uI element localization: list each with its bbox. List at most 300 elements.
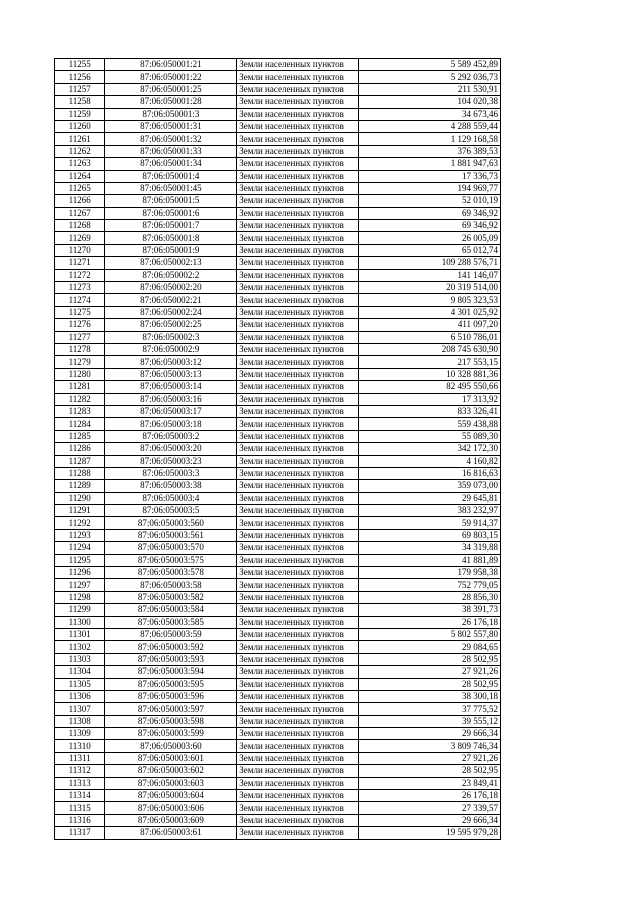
row-number: 11263 bbox=[55, 158, 105, 170]
table-body bbox=[55, 59, 501, 840]
land-category: Земли населенных пунктов bbox=[237, 467, 359, 479]
land-category: Земли населенных пунктов bbox=[237, 480, 359, 492]
cadastral-value: 1 881 947,63 bbox=[358, 158, 500, 170]
row-number: 11281 bbox=[55, 381, 105, 393]
land-category: Земли населенных пунктов bbox=[237, 343, 359, 355]
table-row bbox=[55, 480, 501, 492]
land-category: Земли населенных пунктов bbox=[237, 133, 359, 145]
land-category: Земли населенных пунктов bbox=[237, 418, 359, 430]
row-number: 11280 bbox=[55, 368, 105, 380]
land-category: Земли населенных пунктов bbox=[237, 269, 359, 281]
land-category: Земли населенных пунктов bbox=[237, 393, 359, 405]
cadastral-value: 29 645,81 bbox=[358, 492, 500, 504]
land-category: Земли населенных пунктов bbox=[237, 604, 359, 616]
cadastral-value: 5 292 036,73 bbox=[358, 71, 500, 83]
cadastral-value: 411 097,20 bbox=[358, 319, 500, 331]
cadastral-value: 27 921,26 bbox=[358, 666, 500, 678]
cadastral-value: 752 779,05 bbox=[358, 579, 500, 591]
land-category: Земли населенных пунктов bbox=[237, 616, 359, 628]
table-row bbox=[55, 232, 501, 244]
land-category: Земли населенных пунктов bbox=[237, 294, 359, 306]
land-category: Земли населенных пунктов bbox=[237, 505, 359, 517]
cadastral-number: 87:06:050003:602 bbox=[105, 765, 237, 777]
table-row bbox=[55, 443, 501, 455]
table-row bbox=[55, 728, 501, 740]
cadastral-value: 69 803,15 bbox=[358, 529, 500, 541]
cadastral-number: 87:06:050002:24 bbox=[105, 306, 237, 318]
row-number: 11315 bbox=[55, 802, 105, 814]
table-row bbox=[55, 814, 501, 826]
cadastral-value: 23 849,41 bbox=[358, 777, 500, 789]
cadastral-number: 87:06:050001:22 bbox=[105, 71, 237, 83]
land-category: Земли населенных пунктов bbox=[237, 306, 359, 318]
row-number: 11258 bbox=[55, 96, 105, 108]
table-row bbox=[55, 59, 501, 71]
cadastral-value: 141 146,07 bbox=[358, 269, 500, 281]
row-number: 11288 bbox=[55, 467, 105, 479]
cadastral-number: 87:06:050001:5 bbox=[105, 195, 237, 207]
table-row bbox=[55, 195, 501, 207]
row-number: 11312 bbox=[55, 765, 105, 777]
row-number: 11273 bbox=[55, 282, 105, 294]
cadastral-number: 87:06:050003:603 bbox=[105, 777, 237, 789]
cadastral-value: 37 775,52 bbox=[358, 703, 500, 715]
table-row bbox=[55, 554, 501, 566]
row-number: 11313 bbox=[55, 777, 105, 789]
cadastral-value: 833 326,41 bbox=[358, 405, 500, 417]
cadastral-number: 87:06:050003:592 bbox=[105, 641, 237, 653]
table-row bbox=[55, 96, 501, 108]
cadastral-number: 87:06:050003:595 bbox=[105, 678, 237, 690]
row-number: 11284 bbox=[55, 418, 105, 430]
cadastral-value: 211 530,91 bbox=[358, 83, 500, 95]
cadastral-number: 87:06:050001:21 bbox=[105, 59, 237, 71]
cadastral-value: 559 438,88 bbox=[358, 418, 500, 430]
cadastral-value: 217 553,15 bbox=[358, 356, 500, 368]
table-row bbox=[55, 517, 501, 529]
cadastral-number: 87:06:050003:578 bbox=[105, 567, 237, 579]
cadastral-value: 20 319 514,00 bbox=[358, 282, 500, 294]
row-number: 11275 bbox=[55, 306, 105, 318]
table-row bbox=[55, 269, 501, 281]
cadastral-number: 87:06:050003:598 bbox=[105, 715, 237, 727]
cadastral-number: 87:06:050001:7 bbox=[105, 220, 237, 232]
cadastral-number: 87:06:050003:18 bbox=[105, 418, 237, 430]
cadastral-value: 26 176,18 bbox=[358, 616, 500, 628]
row-number: 11266 bbox=[55, 195, 105, 207]
cadastral-value: 39 555,12 bbox=[358, 715, 500, 727]
row-number: 11299 bbox=[55, 604, 105, 616]
table-row bbox=[55, 690, 501, 702]
cadastral-number: 87:06:050003:58 bbox=[105, 579, 237, 591]
land-category: Земли населенных пунктов bbox=[237, 120, 359, 132]
cadastral-value: 38 300,18 bbox=[358, 690, 500, 702]
cadastral-value: 28 856,30 bbox=[358, 591, 500, 603]
row-number: 11287 bbox=[55, 455, 105, 467]
row-number: 11308 bbox=[55, 715, 105, 727]
cadastral-value: 383 232,97 bbox=[358, 505, 500, 517]
row-number: 11304 bbox=[55, 666, 105, 678]
table-row bbox=[55, 381, 501, 393]
cadastral-value: 17 313,92 bbox=[358, 393, 500, 405]
table-row bbox=[55, 71, 501, 83]
cadastral-value: 208 745 630,90 bbox=[358, 343, 500, 355]
land-category: Земли населенных пунктов bbox=[237, 232, 359, 244]
row-number: 11255 bbox=[55, 59, 105, 71]
table-row bbox=[55, 257, 501, 269]
row-number: 11310 bbox=[55, 740, 105, 752]
cadastral-value: 65 012,74 bbox=[358, 244, 500, 256]
land-category: Земли населенных пунктов bbox=[237, 356, 359, 368]
cadastral-value: 4 301 025,92 bbox=[358, 306, 500, 318]
land-category: Земли населенных пунктов bbox=[237, 529, 359, 541]
land-category: Земли населенных пунктов bbox=[237, 158, 359, 170]
table-row bbox=[55, 529, 501, 541]
land-category: Земли населенных пунктов bbox=[237, 641, 359, 653]
cadastral-number: 87:06:050002:21 bbox=[105, 294, 237, 306]
table-row bbox=[55, 678, 501, 690]
land-category: Земли населенных пунктов bbox=[237, 678, 359, 690]
land-category: Земли населенных пунктов bbox=[237, 381, 359, 393]
cadastral-number: 87:06:050001:45 bbox=[105, 182, 237, 194]
cadastral-number: 87:06:050003:17 bbox=[105, 405, 237, 417]
row-number: 11296 bbox=[55, 567, 105, 579]
table-row bbox=[55, 616, 501, 628]
table-row bbox=[55, 170, 501, 182]
cadastral-number: 87:06:050001:4 bbox=[105, 170, 237, 182]
table-row bbox=[55, 158, 501, 170]
land-category: Земли населенных пунктов bbox=[237, 108, 359, 120]
cadastral-value: 27 339,57 bbox=[358, 802, 500, 814]
row-number: 11311 bbox=[55, 752, 105, 764]
cadastral-number: 87:06:050003:20 bbox=[105, 443, 237, 455]
row-number: 11265 bbox=[55, 182, 105, 194]
cadastral-number: 87:06:050003:597 bbox=[105, 703, 237, 715]
land-category: Земли населенных пунктов bbox=[237, 83, 359, 95]
table-row bbox=[55, 505, 501, 517]
cadastral-number: 87:06:050003:585 bbox=[105, 616, 237, 628]
cadastral-number: 87:06:050003:570 bbox=[105, 542, 237, 554]
cadastral-number: 87:06:050003:560 bbox=[105, 517, 237, 529]
row-number: 11305 bbox=[55, 678, 105, 690]
land-category: Земли населенных пунктов bbox=[237, 715, 359, 727]
cadastral-number: 87:06:050001:8 bbox=[105, 232, 237, 244]
table-row bbox=[55, 368, 501, 380]
table-row bbox=[55, 343, 501, 355]
cadastral-number: 87:06:050003:14 bbox=[105, 381, 237, 393]
land-category: Земли населенных пунктов bbox=[237, 827, 359, 839]
cadastral-number: 87:06:050001:28 bbox=[105, 96, 237, 108]
table-row bbox=[55, 282, 501, 294]
row-number: 11300 bbox=[55, 616, 105, 628]
table-row bbox=[55, 455, 501, 467]
cadastral-value: 19 595 979,28 bbox=[358, 827, 500, 839]
cadastral-number: 87:06:050003:584 bbox=[105, 604, 237, 616]
table-row bbox=[55, 182, 501, 194]
cadastral-value: 29 666,34 bbox=[358, 728, 500, 740]
land-category: Земли населенных пунктов bbox=[237, 740, 359, 752]
land-category: Земли населенных пунктов bbox=[237, 207, 359, 219]
row-number: 11262 bbox=[55, 145, 105, 157]
land-category: Земли населенных пунктов bbox=[237, 257, 359, 269]
cadastral-value: 179 958,38 bbox=[358, 567, 500, 579]
land-category: Земли населенных пунктов bbox=[237, 666, 359, 678]
table-row bbox=[55, 641, 501, 653]
row-number: 11298 bbox=[55, 591, 105, 603]
cadastral-number: 87:06:050003:575 bbox=[105, 554, 237, 566]
cadastral-value: 16 816,63 bbox=[358, 467, 500, 479]
row-number: 11268 bbox=[55, 220, 105, 232]
cadastral-number: 87:06:050001:31 bbox=[105, 120, 237, 132]
cadastral-value: 69 346,92 bbox=[358, 207, 500, 219]
cadastral-value: 104 020,38 bbox=[358, 96, 500, 108]
row-number: 11302 bbox=[55, 641, 105, 653]
land-category: Земли населенных пунктов bbox=[237, 492, 359, 504]
cadastral-number: 87:06:050003:604 bbox=[105, 790, 237, 802]
cadastral-value: 41 881,89 bbox=[358, 554, 500, 566]
table-row bbox=[55, 703, 501, 715]
row-number: 11270 bbox=[55, 244, 105, 256]
cadastral-value: 4 288 559,44 bbox=[358, 120, 500, 132]
cadastral-number: 87:06:050002:2 bbox=[105, 269, 237, 281]
row-number: 11283 bbox=[55, 405, 105, 417]
cadastral-number: 87:06:050002:20 bbox=[105, 282, 237, 294]
cadastral-value: 17 336,73 bbox=[358, 170, 500, 182]
row-number: 11307 bbox=[55, 703, 105, 715]
land-category: Земли населенных пунктов bbox=[237, 182, 359, 194]
cadastral-value: 6 510 786,01 bbox=[358, 331, 500, 343]
cadastral-number: 87:06:050003:12 bbox=[105, 356, 237, 368]
row-number: 11278 bbox=[55, 343, 105, 355]
land-category: Земли населенных пунктов bbox=[237, 765, 359, 777]
land-category: Земли населенных пунктов bbox=[237, 752, 359, 764]
cadastral-value: 194 969,77 bbox=[358, 182, 500, 194]
cadastral-number: 87:06:050003:601 bbox=[105, 752, 237, 764]
row-number: 11257 bbox=[55, 83, 105, 95]
cadastral-value: 28 502,95 bbox=[358, 765, 500, 777]
row-number: 11256 bbox=[55, 71, 105, 83]
table-row bbox=[55, 827, 501, 839]
land-category: Земли населенных пунктов bbox=[237, 443, 359, 455]
row-number: 11272 bbox=[55, 269, 105, 281]
cadastral-value: 4 160,82 bbox=[358, 455, 500, 467]
cadastral-number: 87:06:050002:3 bbox=[105, 331, 237, 343]
row-number: 11297 bbox=[55, 579, 105, 591]
row-number: 11316 bbox=[55, 814, 105, 826]
cadastral-number: 87:06:050003:61 bbox=[105, 827, 237, 839]
cadastral-value: 5 802 557,80 bbox=[358, 628, 500, 640]
cadastral-number: 87:06:050003:23 bbox=[105, 455, 237, 467]
table-row bbox=[55, 715, 501, 727]
table-row bbox=[55, 356, 501, 368]
cadastral-value: 10 328 881,36 bbox=[358, 368, 500, 380]
row-number: 11309 bbox=[55, 728, 105, 740]
row-number: 11314 bbox=[55, 790, 105, 802]
row-number: 11277 bbox=[55, 331, 105, 343]
row-number: 11259 bbox=[55, 108, 105, 120]
land-category: Земли населенных пунктов bbox=[237, 71, 359, 83]
row-number: 11289 bbox=[55, 480, 105, 492]
table-row bbox=[55, 319, 501, 331]
cadastral-value: 26 005,09 bbox=[358, 232, 500, 244]
land-category: Земли населенных пунктов bbox=[237, 814, 359, 826]
land-category: Земли населенных пунктов bbox=[237, 430, 359, 442]
cadastral-number: 87:06:050003:60 bbox=[105, 740, 237, 752]
cadastral-number: 87:06:050003:59 bbox=[105, 628, 237, 640]
cadastral-value: 55 089,30 bbox=[358, 430, 500, 442]
land-category: Земли населенных пунктов bbox=[237, 331, 359, 343]
table-row bbox=[55, 591, 501, 603]
table-row bbox=[55, 666, 501, 678]
row-number: 11295 bbox=[55, 554, 105, 566]
table-row bbox=[55, 145, 501, 157]
land-category: Земли населенных пунктов bbox=[237, 145, 359, 157]
table-row bbox=[55, 393, 501, 405]
cadastral-number: 87:06:050003:593 bbox=[105, 653, 237, 665]
row-number: 11286 bbox=[55, 443, 105, 455]
table-row bbox=[55, 802, 501, 814]
row-number: 11279 bbox=[55, 356, 105, 368]
row-number: 11264 bbox=[55, 170, 105, 182]
cadastral-number: 87:06:050001:3 bbox=[105, 108, 237, 120]
table-row bbox=[55, 653, 501, 665]
cadastral-value: 69 346,92 bbox=[358, 220, 500, 232]
cadastral-number: 87:06:050002:13 bbox=[105, 257, 237, 269]
cadastral-value: 359 073,00 bbox=[358, 480, 500, 492]
cadastral-value: 38 391,73 bbox=[358, 604, 500, 616]
table-row bbox=[55, 306, 501, 318]
cadastral-number: 87:06:050001:32 bbox=[105, 133, 237, 145]
land-category: Земли населенных пунктов bbox=[237, 690, 359, 702]
cadastral-number: 87:06:050003:4 bbox=[105, 492, 237, 504]
land-category: Земли населенных пунктов bbox=[237, 579, 359, 591]
land-category: Земли населенных пунктов bbox=[237, 567, 359, 579]
land-category: Земли населенных пунктов bbox=[237, 59, 359, 71]
table-row bbox=[55, 790, 501, 802]
cadastral-value-table bbox=[54, 58, 501, 840]
cadastral-number: 87:06:050001:34 bbox=[105, 158, 237, 170]
land-category: Земли населенных пунктов bbox=[237, 628, 359, 640]
table-row bbox=[55, 220, 501, 232]
land-category: Земли населенных пунктов bbox=[237, 220, 359, 232]
land-category: Земли населенных пунктов bbox=[237, 703, 359, 715]
cadastral-value: 3 809 746,34 bbox=[358, 740, 500, 752]
table-row bbox=[55, 331, 501, 343]
cadastral-number: 87:06:050003:599 bbox=[105, 728, 237, 740]
table-row bbox=[55, 542, 501, 554]
cadastral-number: 87:06:050001:6 bbox=[105, 207, 237, 219]
land-category: Земли населенных пунктов bbox=[237, 777, 359, 789]
land-category: Земли населенных пунктов bbox=[237, 319, 359, 331]
row-number: 11271 bbox=[55, 257, 105, 269]
row-number: 11317 bbox=[55, 827, 105, 839]
row-number: 11306 bbox=[55, 690, 105, 702]
cadastral-value: 26 176,18 bbox=[358, 790, 500, 802]
cadastral-value: 52 010,19 bbox=[358, 195, 500, 207]
row-number: 11274 bbox=[55, 294, 105, 306]
cadastral-value: 82 495 550,66 bbox=[358, 381, 500, 393]
table-row bbox=[55, 765, 501, 777]
cadastral-number: 87:06:050003:16 bbox=[105, 393, 237, 405]
table-row bbox=[55, 492, 501, 504]
land-category: Земли населенных пунктов bbox=[237, 455, 359, 467]
table-row bbox=[55, 567, 501, 579]
land-category: Земли населенных пунктов bbox=[237, 517, 359, 529]
row-number: 11290 bbox=[55, 492, 105, 504]
cadastral-number: 87:06:050003:582 bbox=[105, 591, 237, 603]
table-row bbox=[55, 133, 501, 145]
row-number: 11261 bbox=[55, 133, 105, 145]
cadastral-number: 87:06:050003:2 bbox=[105, 430, 237, 442]
table-row bbox=[55, 418, 501, 430]
table-row bbox=[55, 207, 501, 219]
row-number: 11267 bbox=[55, 207, 105, 219]
row-number: 11303 bbox=[55, 653, 105, 665]
cadastral-value: 28 502,95 bbox=[358, 678, 500, 690]
row-number: 11260 bbox=[55, 120, 105, 132]
table-row bbox=[55, 405, 501, 417]
land-category: Земли населенных пунктов bbox=[237, 96, 359, 108]
cadastral-value: 29 084,65 bbox=[358, 641, 500, 653]
cadastral-value: 109 288 576,71 bbox=[358, 257, 500, 269]
land-category: Земли населенных пунктов bbox=[237, 244, 359, 256]
cadastral-value: 27 921,26 bbox=[358, 752, 500, 764]
cadastral-number: 87:06:050003:13 bbox=[105, 368, 237, 380]
table-row bbox=[55, 579, 501, 591]
table-row bbox=[55, 777, 501, 789]
cadastral-number: 87:06:050003:609 bbox=[105, 814, 237, 826]
cadastral-value: 29 666,34 bbox=[358, 814, 500, 826]
land-category: Земли населенных пунктов bbox=[237, 802, 359, 814]
cadastral-number: 87:06:050001:33 bbox=[105, 145, 237, 157]
cadastral-value: 1 129 168,58 bbox=[358, 133, 500, 145]
cadastral-value: 28 502,95 bbox=[358, 653, 500, 665]
row-number: 11285 bbox=[55, 430, 105, 442]
cadastral-value: 59 914,37 bbox=[358, 517, 500, 529]
table-row bbox=[55, 430, 501, 442]
cadastral-value: 34 673,46 bbox=[358, 108, 500, 120]
cadastral-value: 34 319,88 bbox=[358, 542, 500, 554]
row-number: 11291 bbox=[55, 505, 105, 517]
row-number: 11292 bbox=[55, 517, 105, 529]
table-row bbox=[55, 83, 501, 95]
row-number: 11301 bbox=[55, 628, 105, 640]
cadastral-number: 87:06:050001:9 bbox=[105, 244, 237, 256]
cadastral-number: 87:06:050003:596 bbox=[105, 690, 237, 702]
table-row bbox=[55, 740, 501, 752]
table-row bbox=[55, 752, 501, 764]
cadastral-number: 87:06:050003:3 bbox=[105, 467, 237, 479]
table-row bbox=[55, 628, 501, 640]
land-category: Земли населенных пунктов bbox=[237, 282, 359, 294]
table-row bbox=[55, 120, 501, 132]
cadastral-value: 9 805 323,53 bbox=[358, 294, 500, 306]
row-number: 11293 bbox=[55, 529, 105, 541]
cadastral-number: 87:06:050003:561 bbox=[105, 529, 237, 541]
land-category: Земли населенных пунктов bbox=[237, 554, 359, 566]
cadastral-number: 87:06:050001:25 bbox=[105, 83, 237, 95]
cadastral-number: 87:06:050003:5 bbox=[105, 505, 237, 517]
cadastral-value: 376 389,53 bbox=[358, 145, 500, 157]
cadastral-number: 87:06:050002:25 bbox=[105, 319, 237, 331]
cadastral-number: 87:06:050002:9 bbox=[105, 343, 237, 355]
land-category: Земли населенных пунктов bbox=[237, 542, 359, 554]
land-category: Земли населенных пунктов bbox=[237, 591, 359, 603]
table-row bbox=[55, 108, 501, 120]
row-number: 11294 bbox=[55, 542, 105, 554]
row-number: 11276 bbox=[55, 319, 105, 331]
cadastral-number: 87:06:050003:606 bbox=[105, 802, 237, 814]
